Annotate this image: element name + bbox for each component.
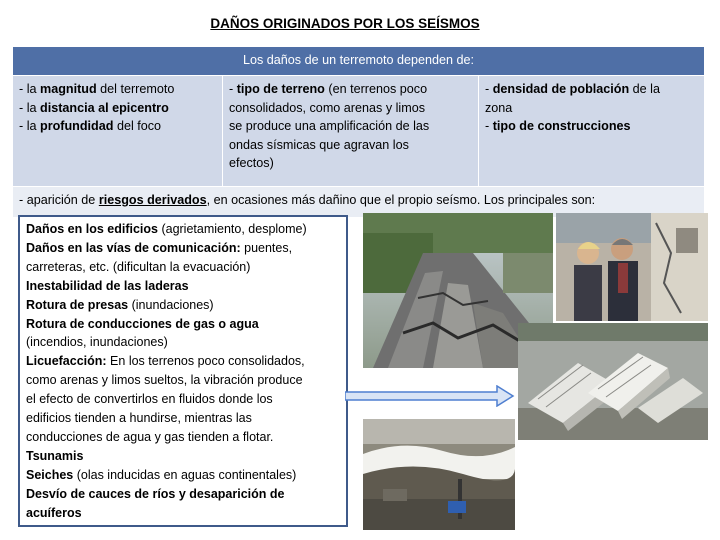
damaged-building-people-photo [556,213,708,321]
tilted-buildings-photo [518,323,708,440]
damage-factors-table [12,46,705,218]
derived-risks-list: Daños en los edificios (agrietamiento, desplome) Daños en las vías de comunicación: puentes, carreteras, etc. (dificultan la evacuación) Inestabilidad de las laderas Rotura de presas (inundaciones) Rotura de conducciones de gas o agua (incendios, inundaciones) Licuefacción: En los terrenos poco consolidados, como arenas y limos sueltos, la vibración produce el efecto de convertirlos en fluidos donde los edificios tienden a hundirse, mientras las conducciones de agua y gas tienden a flotar. Tsunamis Seiches (olas inducidas en aguas continentales) Desvío de cauces de ríos y desaparición de acuíferos [18,215,348,527]
factors-terrain-cell: - tipo de terreno (en terrenos poco consolidados, como arenas y limos se produce una amplificación de las ondas sísmicas que agravan los efectos) [223,76,479,187]
page-title: DAÑOS ORIGINADOS POR LOS SEÍSMOS [210,16,480,31]
factors-row [13,76,705,187]
table-header-row [13,47,705,76]
arrow-right-icon [345,385,515,407]
tsunami-photo [363,419,515,530]
factors-earthquake-cell: - la magnitud del terremoto - la distancia al epicentro - la profundidad del foco [13,76,223,187]
derived-risks-cell: - aparición de riesgos derivados, en ocasiones más dañino que el propio seísmo. Los principales son: [13,187,705,218]
table-header: Los daños de un terremoto dependen de: [13,47,705,76]
factors-population-cell: - densidad de población de la zona - tipo de construcciones [479,76,705,187]
